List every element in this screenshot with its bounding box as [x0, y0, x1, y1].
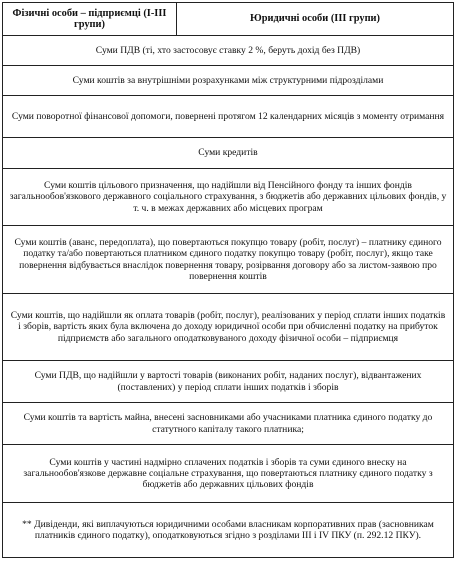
row-text-advance-returns: Суми коштів (аванс, передоплата), що повертаються покупцю товару (робіт, послуг) – платнику єдиного податку та/або повертаються платником єдиного податку покупцю товару (робіт, послуг), якщо таке повернення відбувається внаслідок повернення товару, розірвання договору або за листом-заявою про повернення коштів [3, 226, 454, 294]
table-row [3, 66, 454, 96]
table-row [3, 294, 454, 361]
table-row [3, 169, 454, 226]
row-text-internal-settlements: Суми коштів за внутрішніми розрахунками між структурними підрозділами [3, 66, 454, 96]
table-row [3, 226, 454, 294]
table-row [3, 503, 454, 558]
table-row [3, 403, 454, 445]
row-text-credits: Суми кредитів [3, 138, 454, 169]
table-header-row [3, 3, 454, 36]
row-text-overpaid-taxes: Суми коштів у частині надмірно сплачених податків і зборів та суми єдиного внеску на загальнообов'язкове державне соціальне страхування, що повертаються платнику єдиного податку з бюджетів або державних цільових фондів [3, 445, 454, 503]
income-exclusions-table [2, 2, 454, 558]
table-row [3, 96, 454, 138]
table-row [3, 36, 454, 66]
row-text-payments-other-taxes: Суми коштів, що надійшли як оплата товарів (робіт, послуг), реалізованих у період сплати інших податків і зборів, вартість яких була включена до доходу юридичної особи при обчисленні податку на прибуток підприємств або загального оподатковуваного доходу фізичної особи – підприємця [3, 294, 454, 361]
row-text-targeted-funds: Суми коштів цільового призначення, що надійшли від Пенсійного фонду та інших фондів загальнообов'язкового державного соціального страхування, з бюджетів або державних цільових фондів, у т. ч. в межах державних або місцевих програм [3, 169, 454, 226]
table-row [3, 138, 454, 169]
header-individual-entrepreneurs: Фізичні особи – підприємці (І-ІІІ групи) [3, 3, 177, 36]
row-text-repayable-aid: Суми поворотної фінансової допомоги, повернені протягом 12 календарних місяців з моменту отримання [3, 96, 454, 138]
row-text-vat: Суми ПДВ (ті, хто застосовує ставку 2 %, беруть дохід без ПДВ) [3, 36, 454, 66]
row-text-founders-contributions: Суми коштів та вартість майна, внесені засновниками або учасниками платника єдиного податку до статутного капіталу такого платника; [3, 403, 454, 445]
header-legal-entities: Юридичні особи (ІІІ групи) [177, 3, 454, 36]
row-text-dividends-note: ** Дивіденди, які виплачуються юридичними особами власникам корпоративних прав (засновникам платників єдиного податку), оподатковуються згідно з розділами ІІІ і IV ПКУ (п. 292.12 ПКУ). [3, 503, 454, 558]
table-row [3, 445, 454, 503]
row-text-vat-in-goods: Суми ПДВ, що надійшли у вартості товарів (виконаних робіт, наданих послуг), відвантажених (поставлених) у період сплати інших податків і зборів [3, 361, 454, 403]
table-row [3, 361, 454, 403]
